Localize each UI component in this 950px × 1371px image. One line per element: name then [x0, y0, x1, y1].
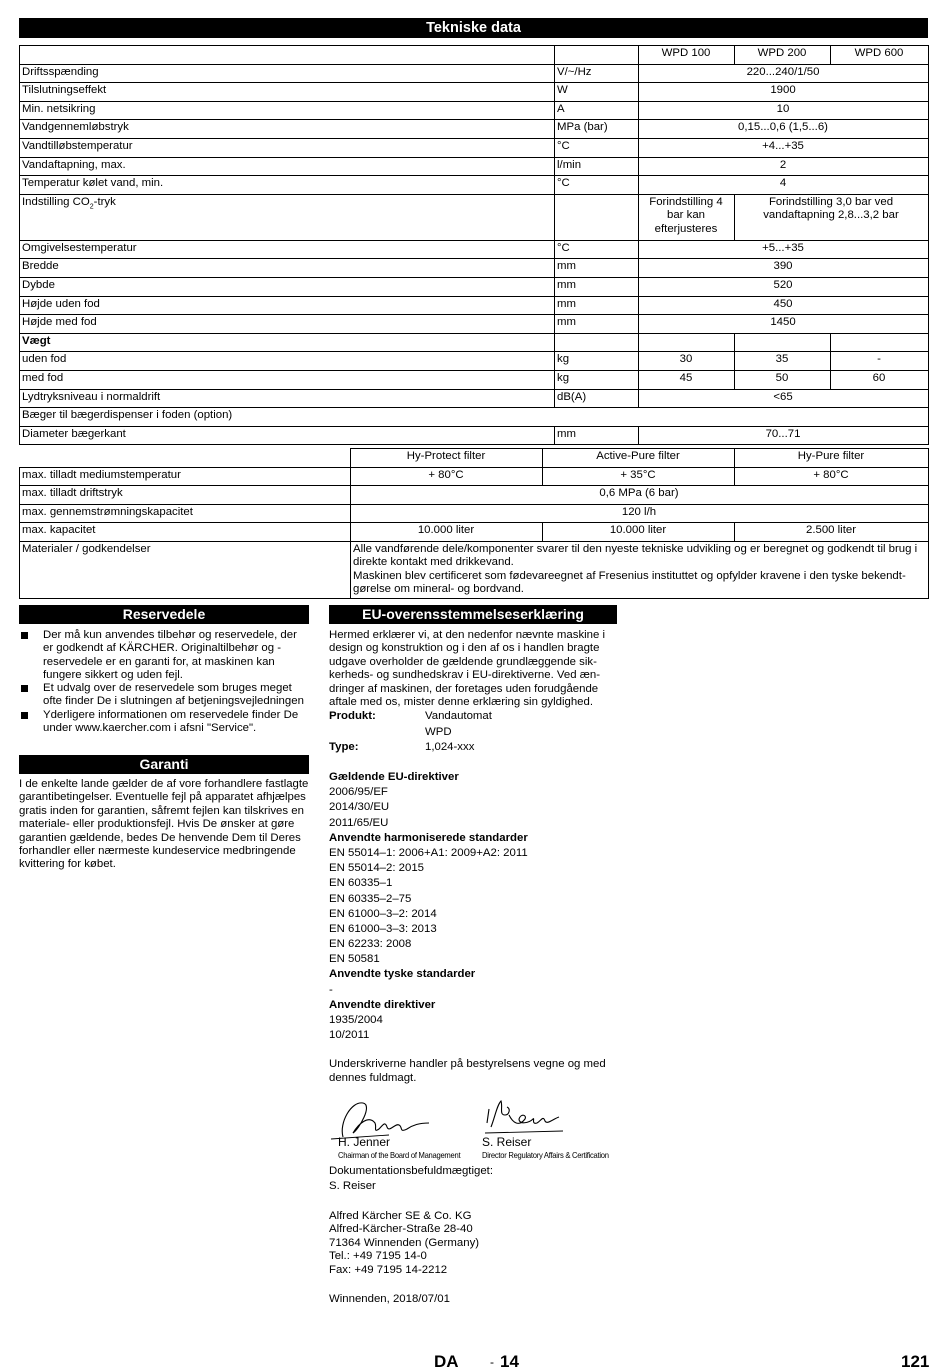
spec-value: 30	[639, 352, 735, 371]
footer-dash: -	[490, 1355, 494, 1369]
eu-heading: EU-overensstemmelseserklæring	[329, 605, 617, 624]
standard-item: EN 60335–1	[329, 877, 393, 890]
standards-heading: Anvendte harmoniserede standarder	[329, 831, 528, 844]
table-row	[20, 176, 929, 195]
filter-value: 10.000 liter	[351, 523, 543, 542]
filter-value: 10.000 liter	[543, 523, 735, 542]
table-cell	[555, 333, 639, 352]
spec-value: 390	[639, 259, 929, 278]
list-item: Et udvalg over de reservedele som bruges meget ofte finder De i slutningen af betjeningsvejledningen	[19, 682, 309, 709]
model-header: WPD 100	[639, 46, 735, 65]
standard-item: EN 55014–2: 2015	[329, 862, 425, 875]
signer2-title: Director Regulatory Affairs & Certification	[482, 1150, 609, 1161]
list-item: Yderligere informationen om reservedele finder De under www.kaercher.com i afsni "Service".	[19, 709, 309, 736]
spec-unit: W	[555, 83, 639, 102]
filter-table	[19, 448, 929, 599]
filter-label: max. kapacitet	[20, 523, 351, 542]
address-line: Fax: +49 7195 14-2212	[329, 1263, 448, 1276]
filter-header: Hy-Pure filter	[735, 449, 929, 468]
filter-header-row	[20, 449, 929, 468]
address	[329, 1210, 619, 1278]
doc-label: Dokumentationsbefuldmægtiget:	[329, 1165, 493, 1178]
spec-label: uden fod	[20, 352, 555, 371]
spec-label: med fod	[20, 370, 555, 389]
standard-item: EN 60335–2–75	[329, 892, 412, 905]
spec-value: Forindstilling 4 bar kan efterjusteres	[639, 194, 735, 240]
filter-value: + 35°C	[543, 467, 735, 486]
standard-item: EN 50581	[329, 953, 380, 966]
spec-label: Diameter bægerkant	[20, 426, 555, 445]
materials-text-2: Maskinen blev certificeret som fødevareegnet af Fresenius instituttet og opfylder kravene i den tyske bekendtgørelse om mineral- og bordvand.	[353, 569, 906, 596]
spec-label: Driftsspænding	[20, 64, 555, 83]
spec-unit	[555, 194, 639, 240]
spec-value: 60	[831, 370, 929, 389]
spec-label: Tilslutningseffekt	[20, 83, 555, 102]
spec-unit: kg	[555, 370, 639, 389]
spec-value: <65	[639, 389, 929, 408]
address-line: Alfred-Kärcher-Straße 28-40	[329, 1223, 473, 1236]
directives-list	[329, 785, 619, 831]
spec-label: Højde med fod	[20, 315, 555, 334]
filter-value: + 80°C	[351, 467, 543, 486]
spec-unit: mm	[555, 277, 639, 296]
applied-directives-list	[329, 1013, 619, 1043]
spec-unit: mm	[555, 426, 639, 445]
spec-label: Højde uden fod	[20, 296, 555, 315]
table-cell	[555, 46, 639, 65]
table-row	[20, 157, 929, 176]
signers-note: Underskriverne handler på bestyrelsens vegne og med dennes fuldmagt.	[329, 1058, 606, 1084]
spec-value: 450	[639, 296, 929, 315]
applied-directive-item: 10/2011	[329, 1029, 370, 1042]
garanti-text: I de enkelte lande gælder de af vore forhandlere fastlagte garantibetingelser. Eventuelle fejl på apparatet afhjælpes gratis inden for garantien, såfremt fejlen kan tilskrives en materiale- eller produktionsfejl. Hvis De ønsker at gøre garantien gældende, bedes De henvende Dem til Deres forhandler eller nærmeste kundeservice medbringende kvittering for købet.	[19, 778, 309, 871]
spec-value: 220...240/1/50	[639, 64, 929, 83]
spec-unit: MPa (bar)	[555, 120, 639, 139]
table-row	[20, 486, 929, 505]
table-cell	[639, 333, 735, 352]
square-bullet-icon	[21, 712, 28, 719]
weight-heading-row	[20, 333, 929, 352]
square-bullet-icon	[21, 685, 28, 692]
materials-row	[20, 541, 929, 598]
spec-label: Bæger til bægerdispenser i foden (option)	[20, 408, 929, 427]
directives-heading: Gældende EU-direktiver	[329, 771, 459, 783]
spec-value: -	[831, 352, 929, 371]
standard-item: EN 55014–1: 2006+A1: 2009+A2: 2011	[329, 846, 528, 859]
model-header: WPD 600	[831, 46, 929, 65]
spec-value: 1900	[639, 83, 929, 102]
model-header: WPD 200	[735, 46, 831, 65]
eu-intro: Hermed erklærer vi, at den nedenfor nævnte maskine i design og konstruktion og i den af os i handlen bragte udgave overholder de gældende grundlæggende sikkerheds- og sundhedskrav i EU-direktiverne. Ved ændringer af maskinen, der foretages uden forudgående aftale med os, mister denne erklæring sin gyldighed.	[329, 629, 606, 709]
spec-value: +4...+35	[639, 138, 929, 157]
garanti-heading: Garanti	[19, 755, 309, 774]
german-standards-heading: Anvendte tyske standarder	[329, 968, 476, 981]
spec-label: Temperatur kølet vand, min.	[20, 176, 555, 195]
filter-header: Active-Pure filter	[543, 449, 735, 468]
table-row	[20, 64, 929, 83]
spec-value: 50	[735, 370, 831, 389]
product-row: Produkt: Vandautomat	[329, 710, 492, 723]
filter-label: max. tilladt driftstryk	[20, 486, 351, 505]
footer-language: DA	[434, 1352, 459, 1371]
spec-value: 2	[639, 157, 929, 176]
spec-label: Bredde	[20, 259, 555, 278]
spec-unit: l/min	[555, 157, 639, 176]
standard-item: EN 62233: 2008	[329, 938, 412, 951]
signer2-name: S. Reiser	[482, 1135, 532, 1150]
standards-list	[329, 846, 619, 968]
applied-directive-item: 1935/2004	[329, 1014, 383, 1026]
signatures	[329, 1093, 619, 1163]
table-row	[20, 277, 929, 296]
spec-label: Vandgennemløbstryk	[20, 120, 555, 139]
signer1-name: H. Jenner	[338, 1135, 391, 1150]
spec-label: Omgivelsestemperatur	[20, 240, 555, 259]
table-row	[20, 315, 929, 334]
footer-page-number: 121	[901, 1352, 930, 1371]
table-row	[20, 101, 929, 120]
page-title: Tekniske data	[19, 18, 928, 38]
spec-value: 1450	[639, 315, 929, 334]
spec-unit: A	[555, 101, 639, 120]
table-row	[20, 240, 929, 259]
spec-value: 70...71	[639, 426, 929, 445]
spec-label: Vandaftapning, max.	[20, 157, 555, 176]
address-line: 71364 Winnenden (Germany)	[329, 1236, 480, 1249]
filter-label: max. gennemstrømningskapacitet	[20, 504, 351, 523]
filter-value: 0,6 MPa (6 bar)	[351, 486, 929, 505]
square-bullet-icon	[21, 632, 28, 639]
table-row	[20, 120, 929, 139]
filter-label: Materialer / godkendelser	[20, 541, 351, 598]
eu-declaration	[329, 629, 619, 1307]
table-row	[20, 504, 929, 523]
spec-unit: mm	[555, 315, 639, 334]
filter-value: 120 l/h	[351, 504, 929, 523]
spec-value: 4	[639, 176, 929, 195]
spec-value: 0,15...0,6 (1,5...6)	[639, 120, 929, 139]
table-row	[20, 83, 929, 102]
spec-unit: mm	[555, 259, 639, 278]
table-row	[20, 296, 929, 315]
table-cell	[20, 449, 351, 468]
directive-item: 2006/95/EF	[329, 786, 388, 799]
footer-page: 14	[500, 1352, 519, 1371]
applied-directives-heading: Anvendte direktiver	[329, 998, 436, 1011]
spec-value: 35	[735, 352, 831, 371]
table-cell	[20, 46, 555, 65]
table-row	[20, 352, 929, 371]
materials-text-1: Alle vandførende dele/komponenter svarer til den nyeste tekniske udvikling og er beregnet og godkendt til brug i direkte kontakt med drikkevand.	[353, 542, 918, 569]
table-row	[20, 370, 929, 389]
place-date: Winnenden, 2018/07/01	[329, 1293, 450, 1306]
signer1-title: Chairman of the Board of Management	[338, 1150, 461, 1161]
spec-label: Vægt	[20, 333, 555, 352]
standard-item: EN 61000–3–3: 2013	[329, 922, 437, 935]
spec-label: Min. netsikring	[20, 101, 555, 120]
filter-value: 2.500 liter	[735, 523, 929, 542]
spec-value: 45	[639, 370, 735, 389]
table-cell	[831, 333, 929, 352]
filter-value: + 80°C	[735, 467, 929, 486]
table-row	[20, 523, 929, 542]
spec-header-row	[20, 46, 929, 65]
table-row	[20, 426, 929, 445]
filter-header: Hy-Protect filter	[351, 449, 543, 468]
directive-item: 2011/65/EU	[329, 816, 389, 829]
table-row	[20, 467, 929, 486]
spec-value: 10	[639, 101, 929, 120]
filter-label: max. tilladt mediumstemperatur	[20, 467, 351, 486]
directive-item: 2014/30/EU	[329, 801, 390, 814]
table-row	[20, 259, 929, 278]
address-line: Tel.: +49 7195 14-0	[329, 1250, 427, 1263]
spec-unit: dB(A)	[555, 389, 639, 408]
reservedele-list	[19, 629, 309, 735]
spec-value: Forindstilling 3,0 bar ved vandaftapning 2,8...3,2 bar	[735, 194, 929, 240]
spec-label: Lydtryksniveau i normaldrift	[20, 389, 555, 408]
co2-row	[20, 194, 929, 240]
table-row	[20, 138, 929, 157]
spec-unit: °C	[555, 138, 639, 157]
reservedele-heading: Reservedele	[19, 605, 309, 624]
product-row-2: WPD	[425, 725, 452, 738]
spec-unit: mm	[555, 296, 639, 315]
spec-table	[19, 45, 929, 445]
spec-label: Vandtilløbstemperatur	[20, 138, 555, 157]
spec-unit: V/~/Hz	[555, 64, 639, 83]
type-row: Type: 1,024-xxx	[329, 740, 475, 753]
german-standards-value: -	[329, 983, 333, 996]
spec-label: Indstilling $CO_2$-tryk	[20, 194, 555, 240]
list-item: Der må kun anvendes tilbehør og reservedele, der er godkendt af KÄRCHER. Originaltilbehør og -reservedele er en garanti for, at maskinen kan fungere sikkert og uden fejl.	[19, 629, 309, 682]
spec-label: Dybde	[20, 277, 555, 296]
spec-value: 520	[639, 277, 929, 296]
spec-value: +5...+35	[639, 240, 929, 259]
table-cell	[735, 333, 831, 352]
spec-unit: kg	[555, 352, 639, 371]
spec-unit: °C	[555, 240, 639, 259]
doc-name: S. Reiser	[329, 1180, 376, 1193]
address-line: Alfred Kärcher SE & Co. KG	[329, 1209, 472, 1222]
cup-note-row	[20, 408, 929, 427]
spec-unit: °C	[555, 176, 639, 195]
materials-text	[351, 541, 929, 598]
table-row	[20, 389, 929, 408]
standard-item: EN 61000–3–2: 2014	[329, 907, 437, 920]
signature-reiser-icon	[479, 1093, 569, 1137]
